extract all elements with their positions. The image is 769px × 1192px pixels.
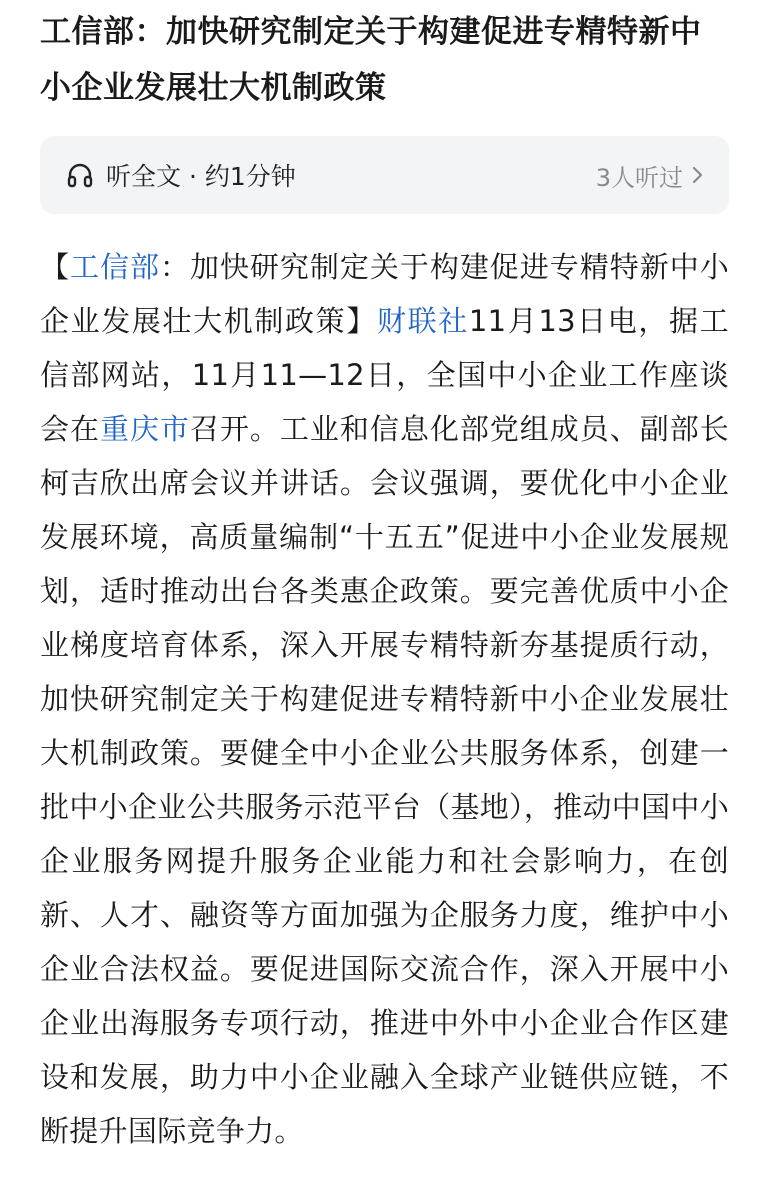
article-title: 工信部：加快研究制定关于构建促进专精特新中小企业发展壮大机制政策 <box>40 14 702 106</box>
chevron-right-icon <box>691 164 705 186</box>
body-text-1: 11月13日电，据工信部网站，11月11—12日，全国中小企业工作座谈会在 <box>40 304 729 446</box>
bracket-open: 【 <box>40 250 70 284</box>
source-link[interactable]: 工信部 <box>70 250 160 284</box>
headphone-icon <box>66 161 94 189</box>
city-link[interactable]: 重庆市 <box>99 412 190 446</box>
listeners-link[interactable] <box>596 158 705 193</box>
listen-label: 听全文 · 约1分钟 <box>106 162 296 191</box>
publisher-link[interactable]: 财联社 <box>376 304 469 338</box>
listen-left <box>66 157 296 193</box>
listen-full-text-bar[interactable] <box>40 136 729 214</box>
article-body <box>40 240 729 1158</box>
listeners-count: 3人听过 <box>595 163 683 192</box>
headline-text: ：加快研究制定关于构建促进专精特新中小企业发展壮大机制政策】 <box>40 250 730 338</box>
body-text-2: 召开。工业和信息化部党组成员、副部长柯吉欣出席会议并讲话。会议强调，要优化中小企业发展环境，高质量编制“十五五”促进中小企业发展规划，适时推动出台各类惠企政策。要完善优质中小企业梯度培育体系，深入开展专精特新夯基提质行动，加快研究制定关于构建促进专精特新中小企业发展壮大机制政策。要健全中小企业公共服务体系，创建一批中小企业公共服务示范平台（基地），推动中国中小企业服务网提升服务企业能力和社会影响力，在创新、人才、融资等方面加强为企服务力度，维护中小企业合法权益。要促进国际交流合作，深入开展中小企业出海服务专项行动，推进中外中小企业合作区建设和发展，助力中小企业融入全球产业链供应链，不断提升国际竞争力。 <box>40 412 730 1148</box>
